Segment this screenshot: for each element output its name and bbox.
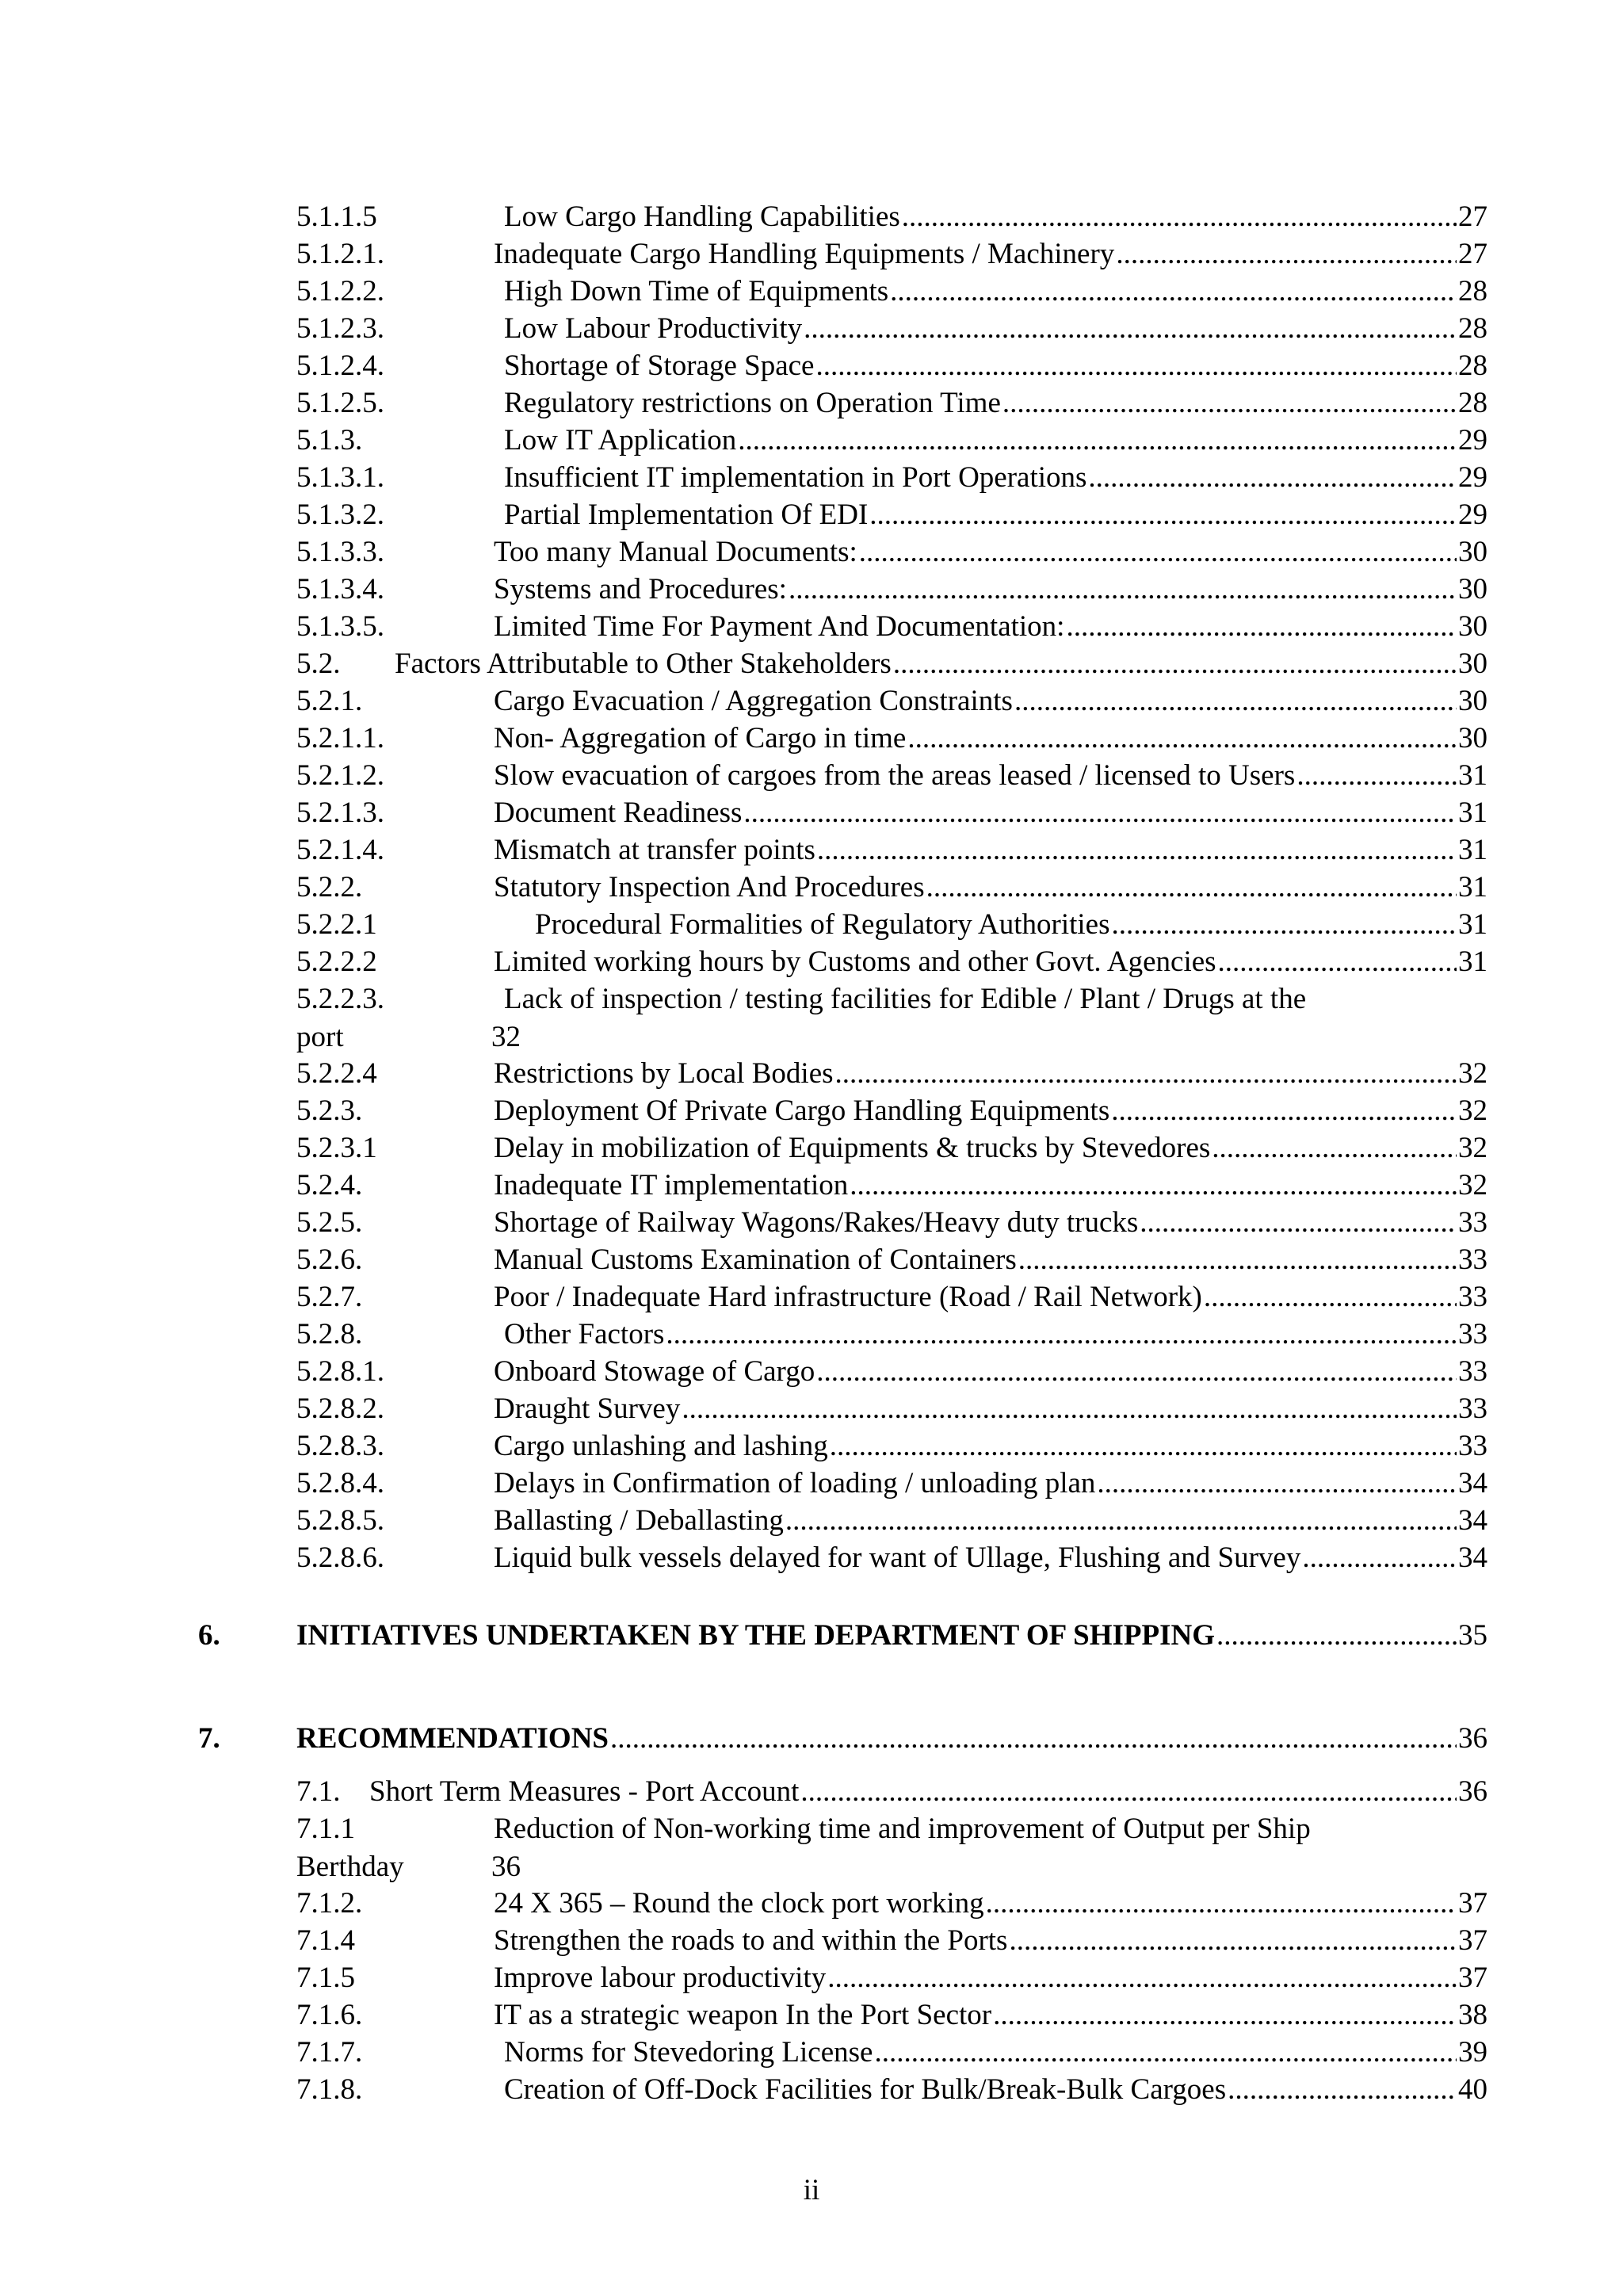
toc-entry	[0, 1773, 1623, 1811]
toc-entry	[0, 720, 1623, 758]
toc-page: 33	[1458, 1355, 1487, 1388]
toc-title: 24 X 365 – Round the clock port working	[494, 1887, 984, 1920]
dot-leader	[682, 1390, 1457, 1428]
toc-title: Restrictions by Local Bodies	[494, 1057, 834, 1090]
toc-page: 30	[1458, 722, 1487, 755]
dot-leader	[785, 1502, 1457, 1540]
toc-number: 5.2.3.1	[296, 1132, 377, 1164]
dot-leader	[859, 533, 1457, 571]
toc-number: 5.2.7.	[296, 1281, 363, 1313]
toc-entry-wrapped	[0, 1810, 1623, 1886]
toc-entry	[0, 1465, 1623, 1503]
toc-entry	[0, 1996, 1623, 2034]
dot-leader	[1111, 1092, 1457, 1130]
toc-entry	[0, 1959, 1623, 1997]
toc-page: 36	[491, 1851, 521, 1883]
toc-number: 5.2.8.4.	[296, 1467, 384, 1499]
toc-title: Limited working hours by Customs and other Govt. Agencies	[494, 946, 1216, 978]
dot-leader	[835, 1055, 1457, 1093]
dot-leader	[1212, 1129, 1457, 1167]
toc-page: 37	[1458, 1924, 1487, 1957]
toc-entry	[0, 1922, 1623, 1960]
toc-page: 34	[1458, 1541, 1487, 1574]
toc-page: 34	[1458, 1467, 1487, 1499]
toc-page: 37	[1458, 1962, 1487, 1994]
toc-page: 30	[1458, 648, 1487, 680]
dot-leader	[874, 2034, 1457, 2072]
toc-page: 34	[1458, 1504, 1487, 1537]
toc-title: Factors Attributable to Other Stakeholders	[395, 648, 892, 680]
toc-number: 5.2.4.	[296, 1169, 363, 1201]
dot-leader	[1302, 1539, 1457, 1577]
dot-leader	[893, 645, 1457, 683]
toc-number: 7.1.8.	[296, 2073, 363, 2106]
toc-number: 5.2.8.	[296, 1318, 363, 1350]
toc-entry-wrapped	[0, 980, 1623, 1056]
toc-title: Too many Manual Documents:	[494, 536, 857, 568]
dot-leader	[1002, 384, 1457, 422]
toc-entry	[0, 1353, 1623, 1391]
toc-entry	[0, 1502, 1623, 1540]
toc-number: 5.1.3.1.	[296, 461, 384, 494]
toc-entry	[0, 1390, 1623, 1428]
toc-number: 5.1.3.5.	[296, 610, 384, 643]
toc-number: 7.1.	[296, 1775, 341, 1808]
page-number: ii	[803, 2174, 820, 2206]
toc-page: 30	[1458, 573, 1487, 606]
toc-page: 32	[491, 1021, 521, 1053]
toc-page: 33	[1458, 1206, 1487, 1239]
toc-entry	[0, 235, 1623, 273]
toc-page: 33	[1458, 1281, 1487, 1313]
toc-entry	[0, 2034, 1623, 2072]
toc-page: 29	[1458, 499, 1487, 531]
toc-entry	[0, 1167, 1623, 1205]
toc-entry	[0, 757, 1623, 795]
toc-number: 5.2.3.	[296, 1095, 363, 1127]
toc-title: Cargo unlashing and lashing	[494, 1430, 828, 1462]
toc-number: 5.2.8.3.	[296, 1430, 384, 1462]
toc-page: 30	[1458, 610, 1487, 643]
toc-title: Low Labour Productivity	[504, 312, 803, 345]
toc-page: 39	[1458, 2036, 1487, 2069]
toc-page: 36	[1458, 1722, 1487, 1755]
toc-title: Lack of inspection / testing facilities for Edible / Plant / Drugs at the	[504, 983, 1307, 1015]
toc-page: 31	[1458, 946, 1487, 978]
dot-leader	[743, 794, 1457, 832]
toc-page: 31	[1458, 797, 1487, 829]
toc-title: Slow evacuation of cargoes from the areas leased / licensed to Users	[494, 759, 1296, 792]
toc-entry	[0, 1539, 1623, 1577]
toc-page: 32	[1458, 1057, 1487, 1090]
dot-leader	[1014, 682, 1457, 720]
toc-title: Document Readiness	[494, 797, 743, 829]
toc-entry	[0, 2071, 1623, 2109]
toc-title: Regulatory restrictions on Operation Time	[504, 387, 1001, 419]
toc-entry	[0, 198, 1623, 236]
toc-page: 32	[1458, 1132, 1487, 1164]
toc-title: Reduction of Non-working time and improvement of Output per Ship	[494, 1813, 1311, 1845]
toc-page: 30	[1458, 536, 1487, 568]
toc-title: Delays in Confirmation of loading / unloading plan	[494, 1467, 1096, 1499]
toc-number: 5.2.2.3.	[296, 983, 384, 1015]
dot-leader	[1140, 1204, 1457, 1242]
toc-page: 33	[1458, 1430, 1487, 1462]
dot-leader	[738, 422, 1457, 460]
toc-number: 5.2.1.1.	[296, 722, 384, 755]
toc-title: Insufficient IT implementation in Port Operations	[504, 461, 1087, 494]
toc-title: Draught Survey	[494, 1392, 681, 1425]
toc-page: 36	[1458, 1775, 1487, 1808]
toc-entry	[0, 869, 1623, 907]
toc-entry	[0, 1278, 1623, 1316]
toc-entry	[0, 608, 1623, 646]
toc-number: 7.	[198, 1722, 220, 1755]
toc-number: 7.1.5	[296, 1962, 355, 1994]
toc-title: Liquid bulk vessels delayed for want of Ullage, Flushing and Survey	[494, 1541, 1301, 1574]
dot-leader	[850, 1167, 1457, 1205]
toc-title: Mismatch at transfer points	[494, 834, 815, 866]
toc-title-continuation: Berthday	[296, 1851, 404, 1883]
dot-leader	[1204, 1278, 1457, 1316]
toc-number: 6.	[198, 1619, 220, 1652]
toc-title: Inadequate Cargo Handling Equipments / Machinery	[494, 238, 1115, 270]
dot-leader	[986, 1885, 1457, 1923]
toc-number: 5.2.2.2	[296, 946, 377, 978]
toc-number: 5.2.2.1	[296, 908, 377, 941]
dot-leader	[817, 831, 1457, 869]
toc-title: Shortage of Railway Wagons/Rakes/Heavy duty trucks	[494, 1206, 1139, 1239]
toc-entry	[0, 384, 1623, 422]
toc-entry	[0, 1241, 1623, 1279]
toc-title: Delay in mobilization of Equipments & trucks by Stevedores	[494, 1132, 1211, 1164]
toc-number: 7.1.7.	[296, 2036, 363, 2069]
toc-title: Deployment Of Private Cargo Handling Equipments	[494, 1095, 1110, 1127]
dot-leader	[804, 310, 1457, 348]
toc-number: 5.1.3.2.	[296, 499, 384, 531]
toc-number: 5.1.1.5	[296, 201, 377, 233]
dot-leader	[1066, 608, 1457, 646]
dot-leader	[869, 496, 1457, 534]
dot-leader	[1216, 1617, 1457, 1655]
toc-title: Onboard Stowage of Cargo	[494, 1355, 815, 1388]
toc-title: Other Factors	[504, 1318, 665, 1350]
toc-page: 28	[1458, 387, 1487, 419]
toc-title: Manual Customs Examination of Containers	[494, 1244, 1017, 1276]
toc-title: Ballasting / Deballasting	[494, 1504, 784, 1537]
toc-title: Inadequate IT implementation	[494, 1169, 849, 1201]
toc-title: Procedural Formalities of Regulatory Authorities	[535, 908, 1110, 941]
dot-leader	[666, 1316, 1457, 1354]
toc-number: 5.2.1.	[296, 685, 363, 717]
toc-title: Poor / Inadequate Hard infrastructure (Road / Rail Network)	[494, 1281, 1202, 1313]
toc-title: Non- Aggregation of Cargo in time	[494, 722, 907, 755]
toc-entry	[0, 1316, 1623, 1354]
dot-leader	[907, 720, 1457, 758]
toc-title: Systems and Procedures:	[494, 573, 787, 606]
toc-entry	[0, 1427, 1623, 1465]
toc-page: 32	[1458, 1169, 1487, 1201]
dot-leader	[1097, 1465, 1457, 1503]
toc-entry	[0, 1204, 1623, 1242]
dot-leader	[1009, 1922, 1457, 1960]
toc-page: 31	[1458, 908, 1487, 941]
dot-leader	[993, 1996, 1457, 2034]
toc-entry	[0, 645, 1623, 683]
toc-entry	[0, 533, 1623, 571]
toc-title: INITIATIVES UNDERTAKEN BY THE DEPARTMENT OF SHIPPING	[296, 1619, 1215, 1652]
toc-number: 5.1.3.3.	[296, 536, 384, 568]
toc-entry	[0, 943, 1623, 981]
toc-number: 5.2.1.4.	[296, 834, 384, 866]
toc-chapter-entry	[0, 1720, 1623, 1758]
toc-number: 5.1.3.	[296, 424, 363, 457]
toc-number: 7.1.2.	[296, 1887, 363, 1920]
toc-entry	[0, 1129, 1623, 1167]
toc-page: 32	[1458, 1095, 1487, 1127]
toc-page: 35	[1458, 1619, 1487, 1652]
toc-title: Shortage of Storage Space	[504, 350, 815, 382]
toc-number: 5.1.3.4.	[296, 573, 384, 606]
toc-page: 30	[1458, 685, 1487, 717]
toc-page: 31	[1458, 759, 1487, 792]
toc-number: 5.1.2.5.	[296, 387, 384, 419]
toc-title: Cargo Evacuation / Aggregation Constraints	[494, 685, 1013, 717]
dot-leader	[1116, 235, 1457, 273]
toc-number: 5.1.2.4.	[296, 350, 384, 382]
toc-page: 29	[1458, 461, 1487, 494]
toc-entry	[0, 794, 1623, 832]
toc-title: IT as a strategic weapon In the Port Sector	[494, 1999, 992, 2031]
toc-page: 27	[1458, 238, 1487, 270]
toc-page: 29	[1458, 424, 1487, 457]
toc-page: 40	[1458, 2073, 1487, 2106]
toc-title: Limited Time For Payment And Documentation:	[494, 610, 1065, 643]
toc-title: RECOMMENDATIONS	[296, 1722, 609, 1755]
toc-chapter-entry	[0, 1617, 1623, 1655]
toc-title: Short Term Measures - Port Account	[369, 1775, 800, 1808]
toc-title: Norms for Stevedoring License	[504, 2036, 873, 2069]
toc-number: 5.2.	[296, 648, 341, 680]
toc-entry	[0, 1885, 1623, 1923]
dot-leader	[815, 347, 1457, 385]
dot-leader	[1218, 943, 1457, 981]
toc-entry	[0, 310, 1623, 348]
toc-entry	[0, 1092, 1623, 1130]
toc-number: 5.2.1.3.	[296, 797, 384, 829]
toc-title: Partial Implementation Of EDI	[504, 499, 869, 531]
toc-number: 7.1.6.	[296, 1999, 363, 2031]
toc-page: 38	[1458, 1999, 1487, 2031]
toc-number: 5.2.1.2.	[296, 759, 384, 792]
dot-leader	[789, 571, 1457, 609]
toc-title: Low IT Application	[504, 424, 737, 457]
toc-page: 28	[1458, 275, 1487, 308]
dot-leader	[1018, 1241, 1457, 1279]
toc-page: 28	[1458, 350, 1487, 382]
dot-leader	[1088, 459, 1457, 497]
toc-number: 5.2.8.6.	[296, 1541, 384, 1574]
toc-title: Low Cargo Handling Capabilities	[504, 201, 900, 233]
toc-entry	[0, 682, 1623, 720]
toc-entry	[0, 422, 1623, 460]
toc-title: Creation of Off-Dock Facilities for Bulk/Break-Bulk Cargoes	[504, 2073, 1227, 2106]
toc-page: 33	[1458, 1318, 1487, 1350]
dot-leader	[1111, 906, 1457, 944]
toc-entry	[0, 571, 1623, 609]
toc-page: 27	[1458, 201, 1487, 233]
toc-number: 5.2.8.1.	[296, 1355, 384, 1388]
toc-entry	[0, 1055, 1623, 1093]
dot-leader	[1228, 2071, 1457, 2109]
toc-entry	[0, 496, 1623, 534]
toc-page: 33	[1458, 1392, 1487, 1425]
toc-title: Statutory Inspection And Procedures	[494, 871, 925, 904]
toc-entry	[0, 831, 1623, 869]
toc-page: 31	[1458, 834, 1487, 866]
toc-page: 31	[1458, 871, 1487, 904]
dot-leader	[890, 273, 1457, 311]
dot-leader	[926, 869, 1457, 907]
toc-entry	[0, 347, 1623, 385]
toc-number: 5.2.5.	[296, 1206, 363, 1239]
toc-number: 5.1.2.2.	[296, 275, 384, 308]
dot-leader	[800, 1773, 1457, 1811]
toc-page: 33	[1458, 1244, 1487, 1276]
toc-entry	[0, 906, 1623, 944]
toc-number: 5.2.8.2.	[296, 1392, 384, 1425]
dot-leader	[830, 1427, 1457, 1465]
toc-number: 5.1.2.3.	[296, 312, 384, 345]
toc-page: 28	[1458, 312, 1487, 345]
toc-title: High Down Time of Equipments	[504, 275, 889, 308]
toc-number: 5.2.8.5.	[296, 1504, 384, 1537]
toc-title: Strengthen the roads to and within the Ports	[494, 1924, 1008, 1957]
toc-number: 5.2.2.4	[296, 1057, 377, 1090]
toc-entry	[0, 273, 1623, 311]
dot-leader	[902, 198, 1457, 236]
toc-number: 5.1.2.1.	[296, 238, 384, 270]
toc-entry	[0, 459, 1623, 497]
toc-number: 5.2.6.	[296, 1244, 363, 1276]
dot-leader	[827, 1959, 1457, 1997]
dot-leader	[816, 1353, 1457, 1391]
dot-leader	[610, 1720, 1457, 1758]
toc-number: 5.2.2.	[296, 871, 363, 904]
toc-page: 37	[1458, 1887, 1487, 1920]
dot-leader	[1296, 757, 1457, 795]
toc-number: 7.1.1	[296, 1813, 355, 1845]
toc-number: 7.1.4	[296, 1924, 355, 1957]
toc-title-continuation: port	[296, 1021, 344, 1053]
toc-title: Improve labour productivity	[494, 1962, 827, 1994]
